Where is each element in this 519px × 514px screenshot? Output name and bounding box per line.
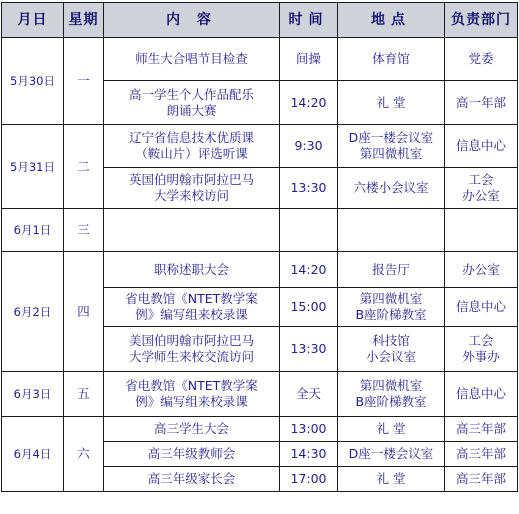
- event-place: [338, 209, 445, 252]
- table-row: [2, 38, 518, 81]
- event-item: 高一学生个人作品配乐 朗诵大赛: [104, 81, 280, 125]
- event-dept: 高一年部: [445, 81, 518, 125]
- event-time: 全天: [280, 372, 338, 417]
- weekday-cell: 四: [64, 252, 104, 372]
- date-cell: 5月31日: [2, 125, 64, 209]
- event-item: 英国伯明翰市阿拉巴马 大学来校访问: [104, 168, 280, 209]
- event-time: 14:20: [280, 81, 338, 125]
- event-dept: 信息中心: [445, 372, 518, 417]
- weekday-cell: 五: [64, 372, 104, 417]
- event-time: 13:30: [280, 327, 338, 372]
- event-time: 17:00: [280, 467, 338, 492]
- event-dept: 高三年部: [445, 417, 518, 442]
- event-item: 师生大合唱节目检查: [104, 38, 280, 81]
- event-item: 辽宁省信息技术优质课 （鞍山片）评选听课: [104, 125, 280, 168]
- event-item: 高三学生大会: [104, 417, 280, 442]
- header-row: [2, 3, 518, 38]
- event-dept: 党委: [445, 38, 518, 81]
- event-dept: 信息中心: [445, 288, 518, 327]
- event-item: 美国伯明翰市阿拉巴马 大学师生来校交流访问: [104, 327, 280, 372]
- table-row: [2, 252, 518, 288]
- event-place: D座一楼会议室: [338, 442, 445, 467]
- event-place: 报告厅: [338, 252, 445, 288]
- event-dept: 信息中心: [445, 125, 518, 168]
- header-place: 地点: [338, 3, 445, 38]
- weekday-cell: 二: [64, 125, 104, 209]
- schedule-table: [1, 2, 518, 492]
- event-place: 六楼小会议室: [338, 168, 445, 209]
- header-date: 月日: [2, 3, 64, 38]
- date-cell: 6月2日: [2, 252, 64, 372]
- event-place: 礼 堂: [338, 81, 445, 125]
- date-cell: 6月3日: [2, 372, 64, 417]
- header-item: 内 容: [104, 3, 280, 38]
- header-weekday: 星期: [64, 3, 104, 38]
- event-time: 13:30: [280, 168, 338, 209]
- table-row: [2, 417, 518, 442]
- weekday-cell: 一: [64, 38, 104, 125]
- event-time: 间操: [280, 38, 338, 81]
- event-dept: 高三年部: [445, 467, 518, 492]
- event-dept: 办公室: [445, 252, 518, 288]
- event-item: 省电教馆《NTET教学案 例》编写组来校录课: [104, 288, 280, 327]
- event-time: [280, 209, 338, 252]
- event-place: 礼 堂: [338, 417, 445, 442]
- weekday-cell: 六: [64, 417, 104, 492]
- event-place: 体育馆: [338, 38, 445, 81]
- event-dept: [445, 209, 518, 252]
- weekday-cell: 三: [64, 209, 104, 252]
- event-place: D座一楼会议室 第四微机室: [338, 125, 445, 168]
- event-place: 科技馆 小会议室: [338, 327, 445, 372]
- event-time: 14:20: [280, 252, 338, 288]
- header-time: 时间: [280, 3, 338, 38]
- event-place: 第四微机室 B座阶梯教室: [338, 372, 445, 417]
- event-place: 第四微机室 B座阶梯教室: [338, 288, 445, 327]
- date-cell: 6月4日: [2, 417, 64, 492]
- event-dept: 工会 办公室: [445, 168, 518, 209]
- event-item: 省电教馆《NTET教学案 例》编写组来校录课: [104, 372, 280, 417]
- date-cell: 6月1日: [2, 209, 64, 252]
- table-row: [2, 372, 518, 417]
- event-item: 职称述职大会: [104, 252, 280, 288]
- event-dept: 高三年部: [445, 442, 518, 467]
- event-item: 高三年级教师会: [104, 442, 280, 467]
- event-time: 13:00: [280, 417, 338, 442]
- event-time: 15:00: [280, 288, 338, 327]
- event-item: [104, 209, 280, 252]
- header-dept: 负责部门: [445, 3, 518, 38]
- event-item: 高三年级家长会: [104, 467, 280, 492]
- event-place: 礼 堂: [338, 467, 445, 492]
- event-dept: 工会 外事办: [445, 327, 518, 372]
- table-row: [2, 125, 518, 168]
- event-time: 14:30: [280, 442, 338, 467]
- event-time: 9:30: [280, 125, 338, 168]
- table-row: [2, 209, 518, 252]
- date-cell: 5月30日: [2, 38, 64, 125]
